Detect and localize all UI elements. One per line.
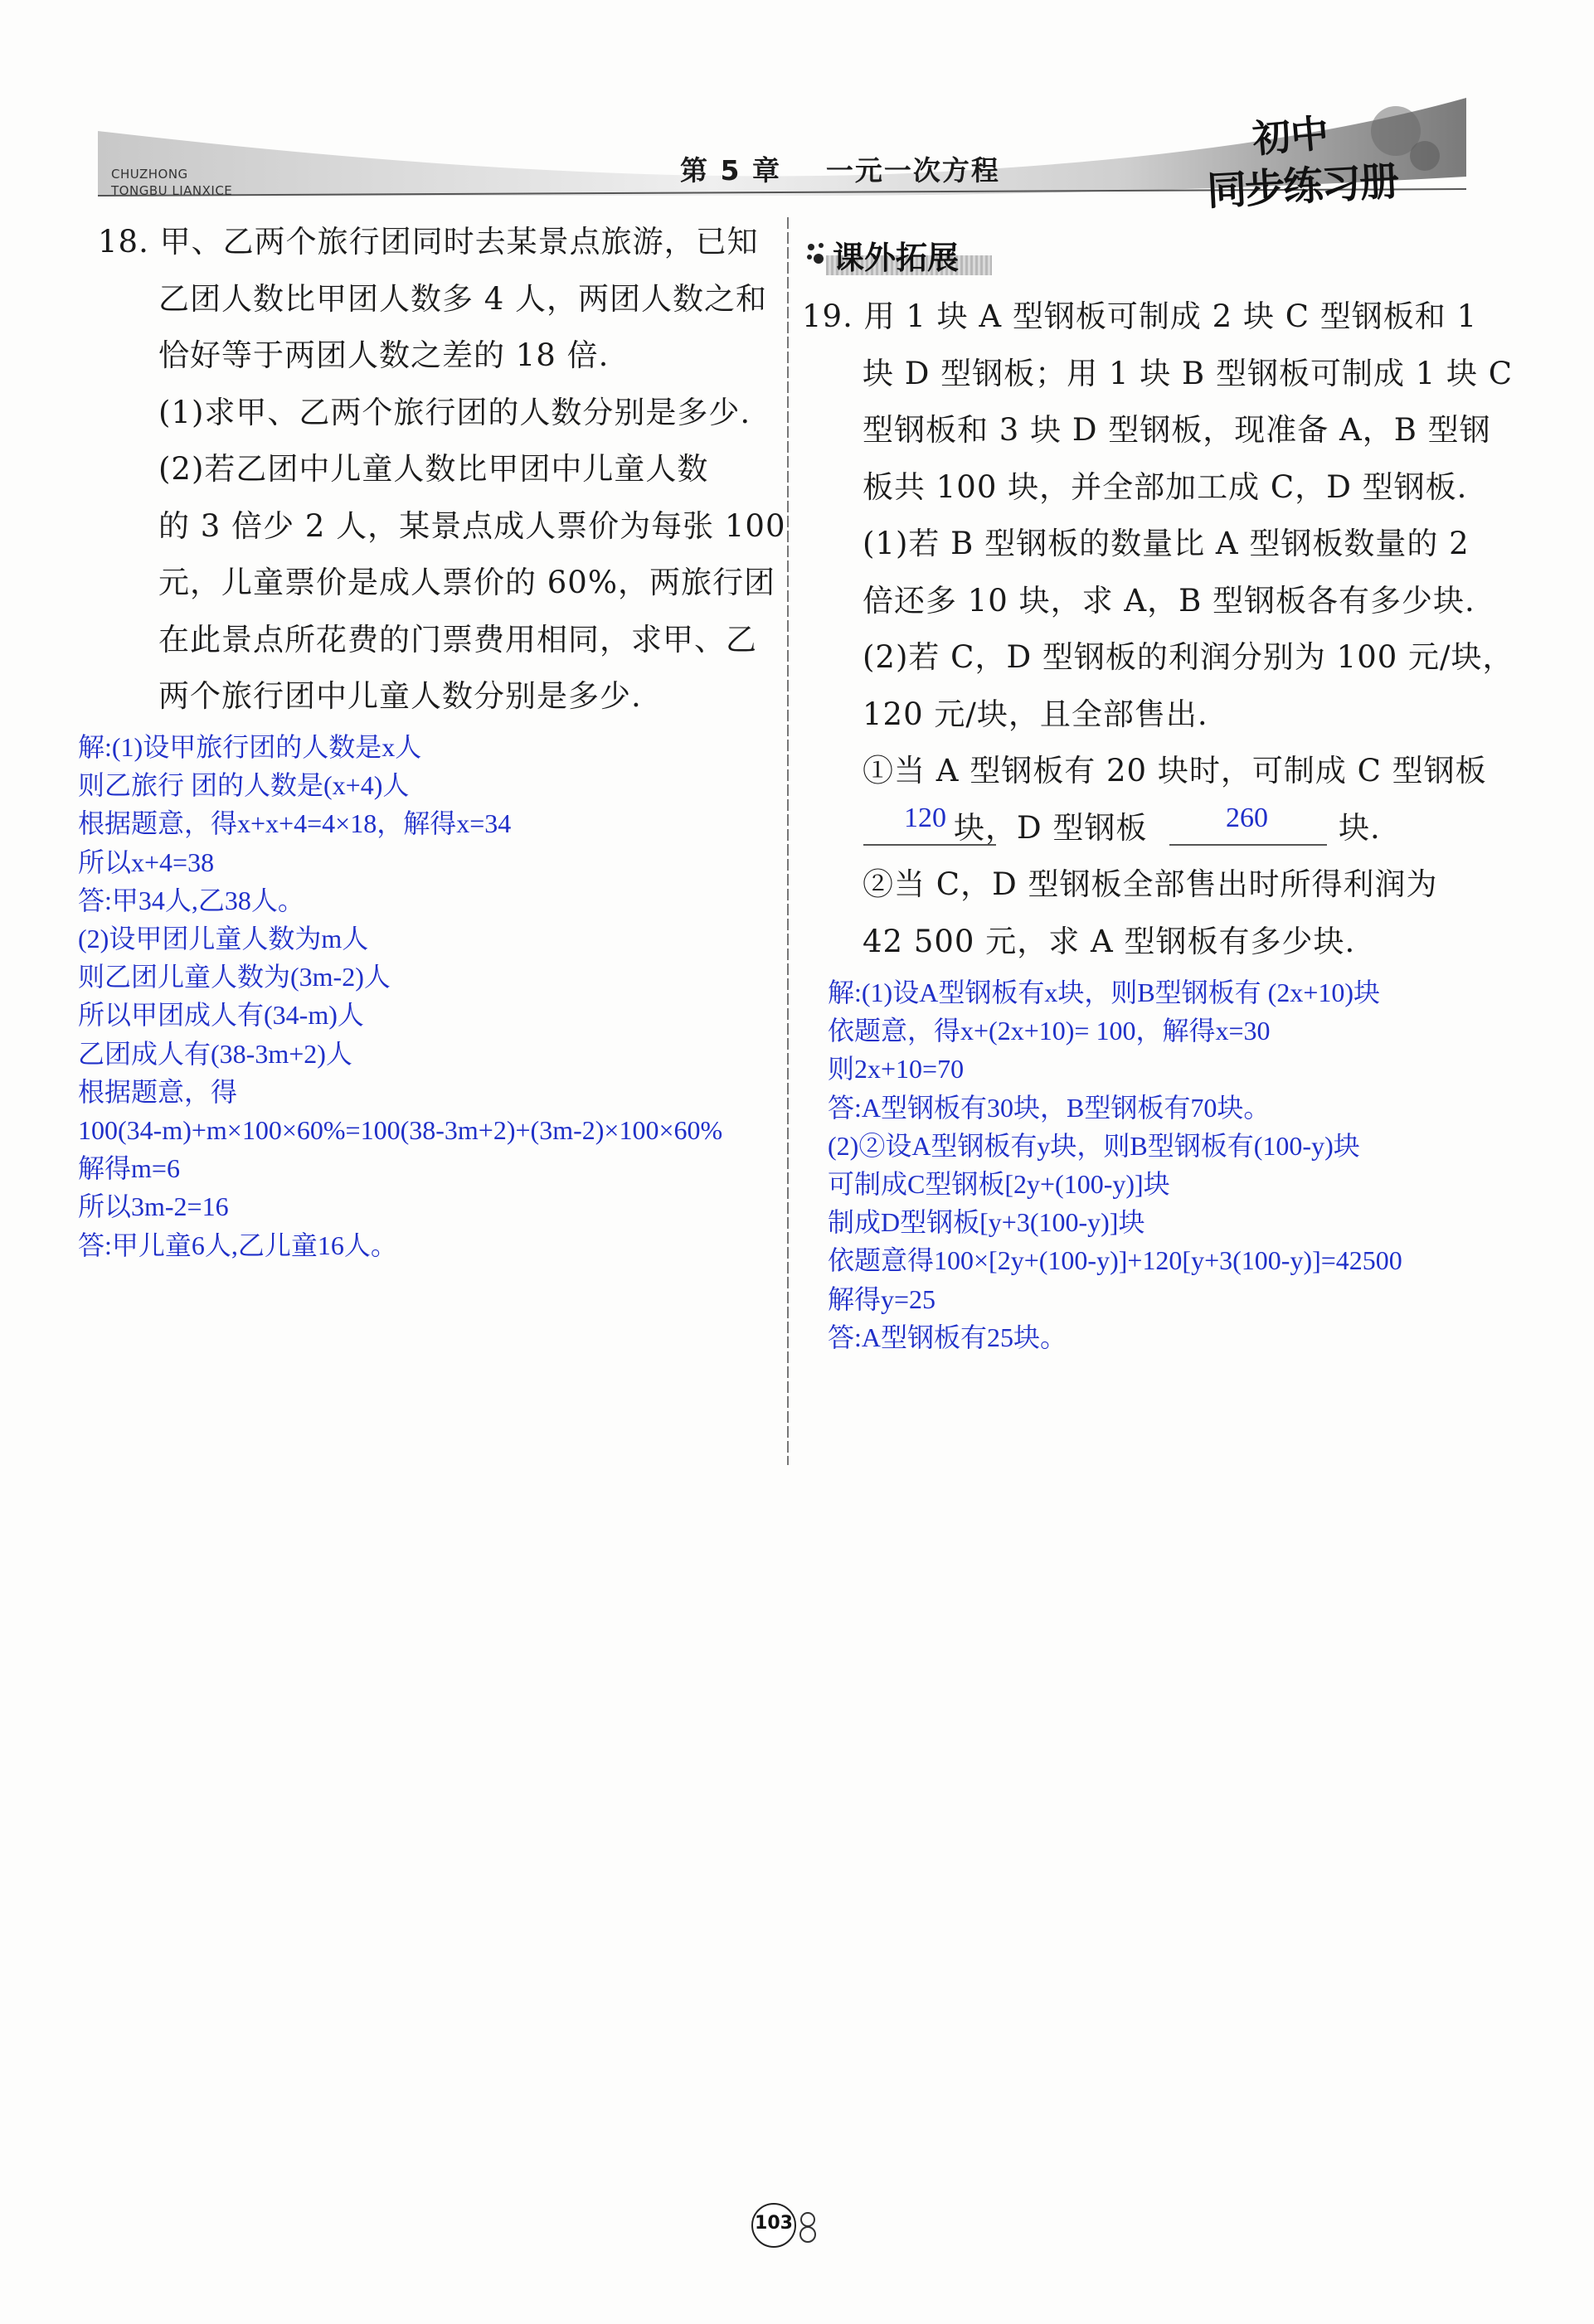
answer-line: 乙团成人有(38-3m+2)人 — [78, 1038, 352, 1069]
answer-line: 答:甲儿童6人,乙儿童16人。 — [78, 1230, 397, 1260]
brand-en-line-2: TONGBU LIANXICE — [111, 183, 233, 198]
answer-line: 所以x+4=38 — [78, 847, 215, 877]
answer-line: 所以3m-2=16 — [78, 1191, 229, 1222]
answer-line: 根据题意，得 — [78, 1076, 238, 1107]
q18-line: 两个旅行团中儿童人数分别是多少. — [158, 678, 642, 714]
q18-line: 乙团人数比甲团人数多 4 人，两团人数之和 — [158, 280, 768, 317]
answer-line: 则乙团儿童人数为(3m-2)人 — [78, 962, 391, 992]
answer-18 — [78, 728, 722, 1264]
q19-line: 块 D 型钢板；用 1 块 B 型钢板可制成 1 块 C — [863, 355, 1514, 391]
q19-line: 型钢板和 3 块 D 型钢板，现准备 A，B 型钢 — [863, 412, 1491, 448]
column-divider — [787, 217, 789, 1465]
q19-line: (2)若 C，D 型钢板的利润分别为 100 元/块， — [863, 639, 1514, 675]
section-heading — [801, 230, 1000, 280]
q18-line: 的 3 倍少 2 人，某景点成人票价为每张 100 — [158, 507, 786, 544]
answer-line: 解得m=6 — [78, 1153, 180, 1184]
q18-line: 18. 甲、乙两个旅行团同时去某景点旅游，已知 — [98, 224, 759, 260]
q18-line: 元，儿童票价是成人票价的 60%，两旅行团 — [158, 565, 775, 600]
blank-c-steel[interactable] — [863, 844, 996, 846]
answer-line: 解:(1)设A型钢板有x块，则B型钢板有 (2x+10)块 — [828, 978, 1381, 1007]
answer-line: (2)②设A型钢板有y块，则B型钢板有(100-y)块 — [828, 1130, 1360, 1161]
paw-dots-icon — [804, 240, 829, 270]
answer-line: 可制成C型钢板[2y+(100-y)]块 — [828, 1169, 1170, 1200]
chapter-title: 第 5 章 一元一次方程 — [680, 154, 1000, 187]
answer-19 — [828, 973, 1402, 1356]
question-18-text — [98, 214, 786, 725]
q18-line: (2)若乙团中儿童人数比甲团中儿童人数 — [158, 451, 709, 487]
answer-line: 制成D型钢板[y+3(100-y)]块 — [828, 1207, 1145, 1238]
q19-line: 42 500 元，求 A 型钢板有多少块. — [863, 923, 1356, 959]
section-title: 课外拓展 — [833, 240, 960, 276]
brand-en-line-1: CHUZHONG — [111, 167, 188, 182]
answer-line: 依题意得100×[2y+(100-y)]+120[y+3(100-y)]=42500 — [828, 1245, 1402, 1276]
answer-line: 则2x+10=70 — [828, 1054, 965, 1084]
answer-line: 根据题意，得x+x+4=4×18，解得x=34 — [78, 808, 512, 839]
q19-line: 倍还多 10 块，求 A，B 型钢板各有多少块. — [863, 582, 1475, 619]
q19-line: ②当 C，D 型钢板全部售出时所得利润为 — [863, 866, 1438, 902]
page-deco-icon — [798, 2210, 823, 2246]
blank-d-steel-value: 260 — [1226, 803, 1268, 833]
q19-blank-text-2: 块. — [1339, 809, 1381, 846]
answer-line: 所以甲团成人有(34-m)人 — [78, 1000, 364, 1031]
answer-line: (2)设甲团儿童人数为m人 — [78, 924, 369, 954]
q19-blank-text-1: 块，D 型钢板 — [954, 809, 1148, 846]
answer-line: 解得y=25 — [828, 1283, 936, 1314]
answer-line: 依题意，得x+(2x+10)= 100，解得x=30 — [828, 1016, 1271, 1046]
q19-line: 板共 100 块，并全部加工成 C，D 型钢板. — [863, 468, 1468, 505]
question-19-text — [802, 289, 1514, 970]
answer-line: 答:A型钢板有25块。 — [828, 1322, 1067, 1352]
q19-line: 19. 用 1 块 A 型钢板可制成 2 块 C 型钢板和 1 — [802, 298, 1478, 334]
q19-line: 120 元/块，且全部售出. — [863, 696, 1208, 732]
q18-line: 恰好等于两团人数之差的 18 倍. — [158, 337, 610, 373]
brand-english — [111, 166, 294, 199]
page-number-text: 103 — [755, 2213, 793, 2234]
logo-top-text: 初中 — [1251, 110, 1331, 162]
series-logo — [1207, 98, 1455, 214]
answer-line: 答:A型钢板有30块，B型钢板有70块。 — [828, 1092, 1271, 1123]
answer-line: 100(34-m)+m×100×60%=100(38-3m+2)+(3m-2)×100×60% — [78, 1115, 723, 1146]
q18-line: (1)求甲、乙两个旅行团的人数分别是多少. — [158, 394, 751, 430]
blank-c-steel-value: 120 — [904, 803, 946, 833]
page-number — [751, 2203, 796, 2248]
q19-line: (1)若 B 型钢板的数量比 A 型钢板数量的 2 — [863, 526, 1470, 561]
answer-line: 解:(1)设甲旅行团的人数是x人 — [78, 732, 422, 762]
blank-d-steel[interactable] — [1169, 844, 1327, 846]
answer-line: 答:甲34人,乙38人。 — [78, 885, 304, 915]
q18-line: 在此景点所花费的门票费用相同，求甲、乙 — [158, 621, 757, 657]
answer-line: 则乙旅行 团的人数是(x+4)人 — [78, 770, 410, 801]
q19-line: ①当 A 型钢板有 20 块时，可制成 C 型钢板 — [863, 753, 1487, 788]
question-19 — [802, 289, 1514, 970]
logo-bottom-text: 同步练习册 — [1205, 158, 1399, 215]
question-18 — [98, 214, 786, 725]
